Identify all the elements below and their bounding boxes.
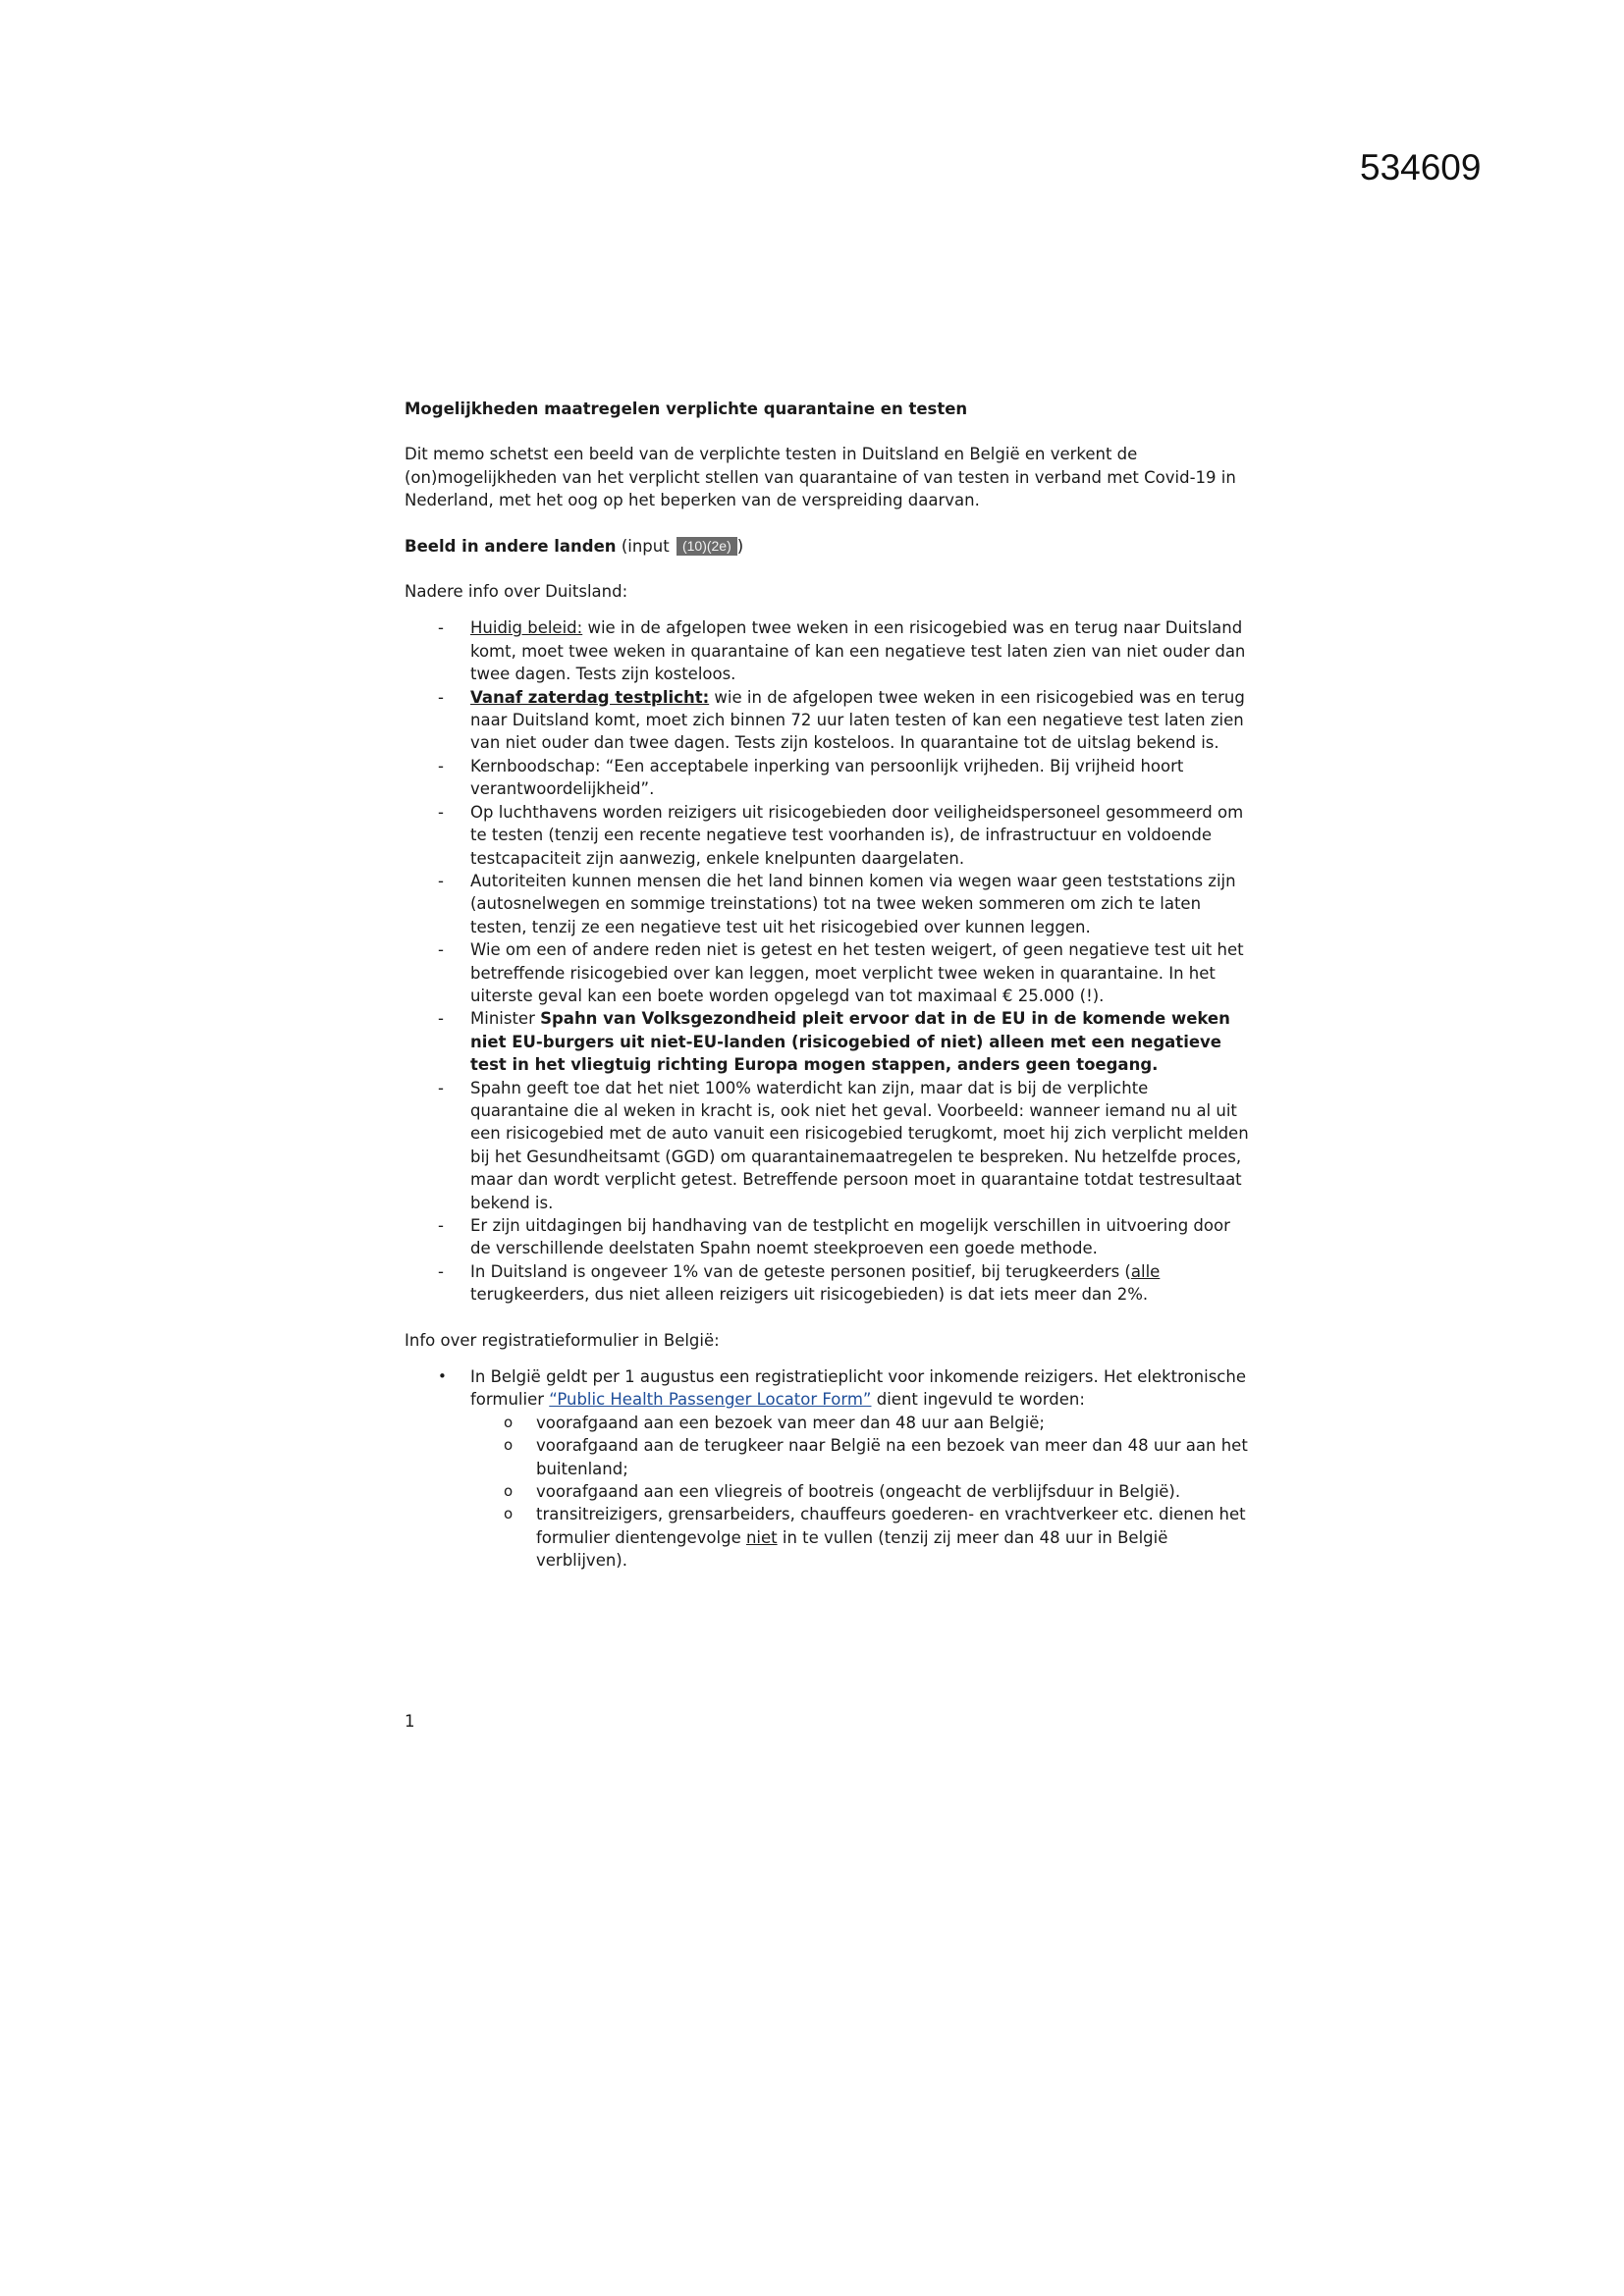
dash-marker: - xyxy=(438,1261,444,1281)
list-item xyxy=(405,616,1249,685)
item-pre: Minister xyxy=(470,1009,541,1029)
dash-marker: - xyxy=(438,1078,444,1097)
list-item xyxy=(405,1365,1249,1573)
item-text: Op luchthavens worden reizigers uit risicogebieden door veiligheidspersoneel gesommeerd om te testen (tenzij een recente negatieve test voorhanden is), de infrastructuur en voldoende testcapaciteit zijn aanwezig, enkele knelpunten daargelaten. xyxy=(470,802,1244,868)
sub-list-item xyxy=(470,1412,1249,1434)
list-item xyxy=(405,801,1249,870)
bullet-pre: In België geldt per 1 augustus een registratieplicht voor inkomende reizigers. Het elektronische formulier xyxy=(470,1367,1246,1410)
item-lead: Huidig beleid: xyxy=(470,618,583,638)
bullet-marker: • xyxy=(438,1367,447,1386)
item-pre: In Duitsland is ongeveer 1% van de geteste personen positief, bij terugkeerders ( xyxy=(470,1261,1131,1281)
dash-marker: - xyxy=(438,756,444,775)
dash-marker: - xyxy=(438,940,444,960)
item-text: Wie om een of andere reden niet is getest en het testen weigert, of geen negatieve test uit het betreffende risicogebied over kan leggen, moet verplicht twee weken in quarantaine. In het uiterste geval kan een boete worden opgelegd van tot maximaal € 25.000 (!). xyxy=(470,940,1244,1005)
germany-list xyxy=(405,616,1249,1306)
item-underline: alle xyxy=(1130,1261,1161,1281)
list-item xyxy=(405,1007,1249,1076)
item-text: Er zijn uitdagingen bij handhaving van de testplicht en mogelijk verschillen in uitvoering door de verschillende deelstaten Spahn noemt steekproeven een goede methode. xyxy=(470,1216,1230,1258)
sub-item-pre: transitreizigers, grensarbeiders, chauffeurs goederen- en vrachtverkeer etc. dienen het formulier dientengevolge xyxy=(536,1505,1246,1547)
sub-item-text: voorafgaand aan een bezoek van meer dan 48 uur aan België; xyxy=(536,1413,1045,1432)
item-text: wie in de afgelopen twee weken in een risicogebied was en terug naar Duitsland komt, moet zich binnen 72 uur laten testen of kan een negatieve test laten zien van niet ouder dan twee dagen. Tests zijn kosteloos. In quarantaine tot de uitslag bekend is. xyxy=(470,687,1245,753)
list-item xyxy=(405,1077,1249,1214)
list-item xyxy=(405,1214,1249,1260)
list-item xyxy=(405,755,1249,801)
sub-list-item xyxy=(470,1503,1249,1572)
list-item xyxy=(405,1260,1249,1307)
input-close: ) xyxy=(736,536,744,556)
passenger-locator-form-link[interactable]: “Public Health Passenger Locator Form” xyxy=(549,1390,872,1410)
dash-marker: - xyxy=(438,871,444,890)
dash-marker: - xyxy=(438,618,444,638)
circle-marker: o xyxy=(504,1482,514,1501)
memo-title: Mogelijkheden maatregelen verplichte quarantaine en testen xyxy=(405,400,968,418)
item-lead: Vanaf zaterdag testplicht: xyxy=(470,687,710,707)
memo-body xyxy=(405,398,1249,1573)
germany-heading: Nadere info over Duitsland: xyxy=(405,582,628,602)
bullet-post: dient ingevuld te worden: xyxy=(871,1390,1085,1410)
sub-item-post: in te vullen (tenzij zij meer dan 48 uur in België verblijven). xyxy=(536,1527,1168,1571)
item-text: Autoriteiten kunnen mensen die het land binnen komen via wegen waar geen teststations zijn (autosnelwegen en sommige treinstations) tot na twee weken sommeren om zich te laten testen, tenzij ze een negatieve test uit het risicogebied over kunnen leggen. xyxy=(470,871,1236,936)
belgium-heading: Info over registratieformulier in België: xyxy=(405,1330,720,1350)
sub-item-text: voorafgaand aan een vliegreis of bootreis (ongeacht de verblijfsduur in België). xyxy=(536,1482,1181,1502)
dash-marker: - xyxy=(438,687,444,707)
other-countries-heading-text: Beeld in andere landen xyxy=(405,536,617,556)
intro-paragraph: Dit memo schetst een beeld van de verplichte testen in Duitsland en België en verkent de (on)mogelijkheden van het verplicht stellen van quarantaine of van testen in verband met Covid-19 in Nederland, met het oog op het beperken van de verspreiding daarvan. xyxy=(405,445,1236,510)
redaction-box: (10)(2e) xyxy=(677,537,737,556)
dash-marker: - xyxy=(438,1216,444,1235)
item-text: wie in de afgelopen twee weken in een risicogebied was en terug naar Duitsland komt, moet twee weken in quarantaine of kan een negatieve test laten zien van niet ouder dan twee dagen. Tests zijn kosteloos. xyxy=(470,618,1246,684)
dash-marker: - xyxy=(438,1009,444,1029)
sub-item-text: voorafgaand aan de terugkeer naar België na een bezoek van meer dan 48 uur aan het buitenland; xyxy=(536,1436,1248,1478)
document-number: 534609 xyxy=(1360,147,1482,187)
page-number: 1 xyxy=(405,1712,415,1731)
item-bold: Spahn van Volksgezondheid pleit ervoor dat in de EU in de komende weken niet EU-burgers uit niet-EU-landen (risicogebied of niet) alleen met een negatieve test in het vliegtuig richting Europa mogen stappen, anders geen toegang. xyxy=(470,1009,1230,1075)
list-item xyxy=(405,938,1249,1007)
belgium-sublist xyxy=(470,1412,1249,1573)
list-item xyxy=(405,870,1249,938)
item-text: Kernboodschap: “Een acceptabele inperking van persoonlijk vrijheden. Bij vrijheid hoort verantwoordelijkheid”. xyxy=(470,756,1184,799)
other-countries-heading xyxy=(405,535,1249,558)
belgium-list xyxy=(405,1365,1249,1573)
sub-list-item xyxy=(470,1434,1249,1480)
item-post: terugkeerders, dus niet alleen reizigers uit risicogebieden) is dat iets meer dan 2%. xyxy=(470,1285,1149,1305)
sub-item-underline: niet xyxy=(745,1527,778,1547)
circle-marker: o xyxy=(504,1413,514,1431)
circle-marker: o xyxy=(504,1436,514,1455)
list-item xyxy=(405,686,1249,755)
circle-marker: o xyxy=(504,1505,514,1523)
input-label: (input xyxy=(621,536,670,556)
sub-list-item xyxy=(470,1480,1249,1503)
dash-marker: - xyxy=(438,802,444,822)
item-text: Spahn geeft toe dat het niet 100% waterdicht kan zijn, maar dat is bij de verplichte quarantaine die al weken in kracht is, ook niet het geval. Voorbeeld: wanneer iemand nu al uit een risicogebied met de auto vanuit een risicogebied terugkomt, moet hij zich verplicht melden bij het Gesundheitsamt (GGD) om quarantainemaatregelen te bespreken. Nu hetzelfde proces, maar dan wordt verplicht getest. Betreffende persoon moet in quarantaine totdat testresultaat bekend is. xyxy=(470,1078,1249,1212)
